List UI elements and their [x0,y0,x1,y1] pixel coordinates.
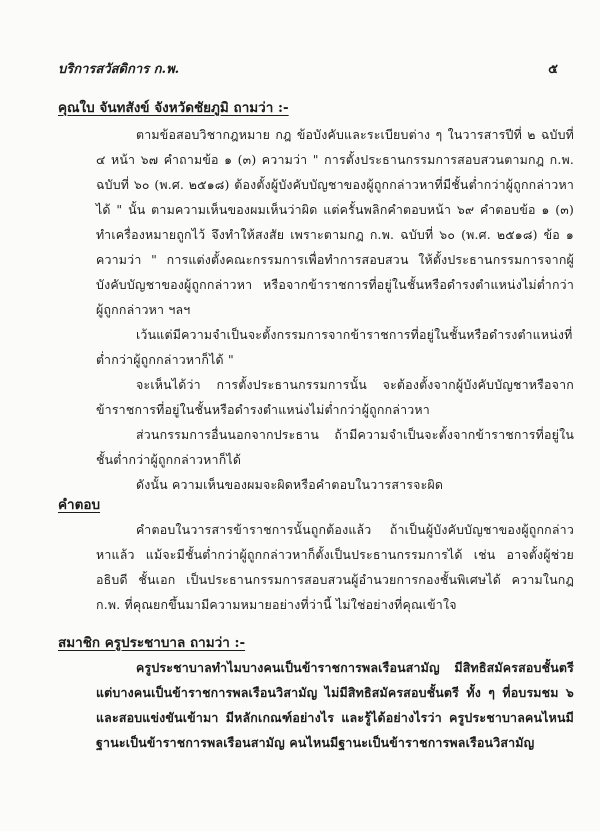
page-header [58,58,558,80]
page-number: ๕ [548,62,558,77]
answer-paragraph: คำตอบในวารสารข้าราชการนั้นถูกต้องแล้ว ถ้าเป็นผู้บังคับบัญชาของผู้ถูกกล่าวหาแล้ว แม้จะมีชั้นต่ำกว่าผู้ถูกกล่าวหาก็ตั้งเป็นประธานกรรมการได้ เช่น อาจตั้งผู้ช่วยอธิบดี ชั้นเอก เป็นประธานกรรมการสอบสวนผู้อำนวยการกองชั้นพิเศษได้ ความในกฎ ก.พ. ที่คุณยกขึ้นมามีความหมายอย่างที่ว่านี้ ไม่ใช่อย่างที่คุณเข้าใจ [96,522,574,612]
question-1-paragraph: เว้นแต่มีความจำเป็นจะตั้งกรรมการจากข้าราชการที่อยู่ในชั้นหรือดำรงตำแหน่งที่ต่ำกว่าผู้ถูกกล่าวหาก็ได้ " [96,327,573,367]
answer-body [96,517,574,617]
question-2-paragraph: ครูประชาบาลทำไมบางคนเป็นข้าราชการพลเรือนสามัญ มีสิทธิสมัครสอบชั้นตรี แต่บางคนเป็นข้าราชการพลเรือนวิสามัญ ไม่มีสิทธิสมัครสอบชั้นตรี ทั้ง ๆ ที่อบรมชม ๖ และสอบแข่งขันเข้ามา มีหลักเกณฑ์อย่างไร และรู้ได้อย่างไรว่า ครูประชาบาลคนไหนมีฐานะเป็นข้าราชการพลเรือนสามัญ คนไหนมีฐานะเป็นข้าราชการพลเรือนวิสามัญ [96,660,574,750]
question-1-paragraph: ส่วนกรรมการอื่นนอกจากประธาน ถ้ามีความจำเป็นจะตั้งจากข้าราชการที่อยู่ในชั้นต่ำกว่าผู้ถูกกล่าวหาก็ได้ [96,427,574,467]
question-1-body [96,122,574,497]
question-1-paragraph: ดังนั้น ความเห็นของผมจะผิดหรือคำตอบในวารสารจะผิด [136,477,444,492]
question-1-heading: คุณใบ จันทสังข์ จังหวัดชัยภูมิ ถามว่า :- [58,100,289,116]
question-2-heading: สมาชิก ครูประชาบาล ถามว่า :- [58,635,246,651]
answer-heading: คำตอบ [58,497,101,513]
question-2-body [96,655,574,755]
header-title: บริการสวัสดิการ ก.พ. [58,62,180,77]
question-1-paragraph: ตามข้อสอบวิชากฎหมาย กฎ ข้อบังคับและระเบียบต่าง ๆ ในวารสารปีที่ ๒ ฉบับที่ ๔ หน้า ๖๗ คำถามข้อ ๑ (๓) ความว่า " การตั้งประธานกรรมการสอบสวนตามกฎ ก.พ. ฉบับที่ ๖๐ (พ.ศ. ๒๕๑๘) ต้องตั้งผู้บังคับบัญชาของผู้ถูกกล่าวหาที่มีชั้นต่ำกว่าผู้ถูกกล่าวหาได้ " นั้น ตามความเห็นของผมเห็นว่าผิด แต่ครั้นพลิกคำตอบหน้า ๖๙ คำตอบข้อ ๑ (๓) ทำเครื่องหมายถูกไว้ จึงทำให้สงสัย เพราะตามกฎ ก.พ. ฉบับที่ ๖๐ (พ.ศ. ๒๕๑๘) ข้อ ๑ ความว่า " การแต่งตั้งคณะกรรมการเพื่อทำการสอบสวน ให้ตั้งประธานกรรมการจากผู้บังคับบัญชาของผู้ถูกกล่าวหา หรือจากข้าราชการที่อยู่ในชั้นหรือดำรงตำแหน่งไม่ต่ำกว่าผู้ถูกกล่าวหา ฯลฯ [96,127,574,317]
question-1-paragraph: จะเห็นได้ว่า การตั้งประธานกรรมการนั้น จะต้องตั้งจากผู้บังคับบัญชาหรือจากข้าราชการที่อยู่ในชั้นหรือดำรงตำแหน่งไม่ต่ำกว่าผู้ถูกกล่าวหา [96,377,574,417]
